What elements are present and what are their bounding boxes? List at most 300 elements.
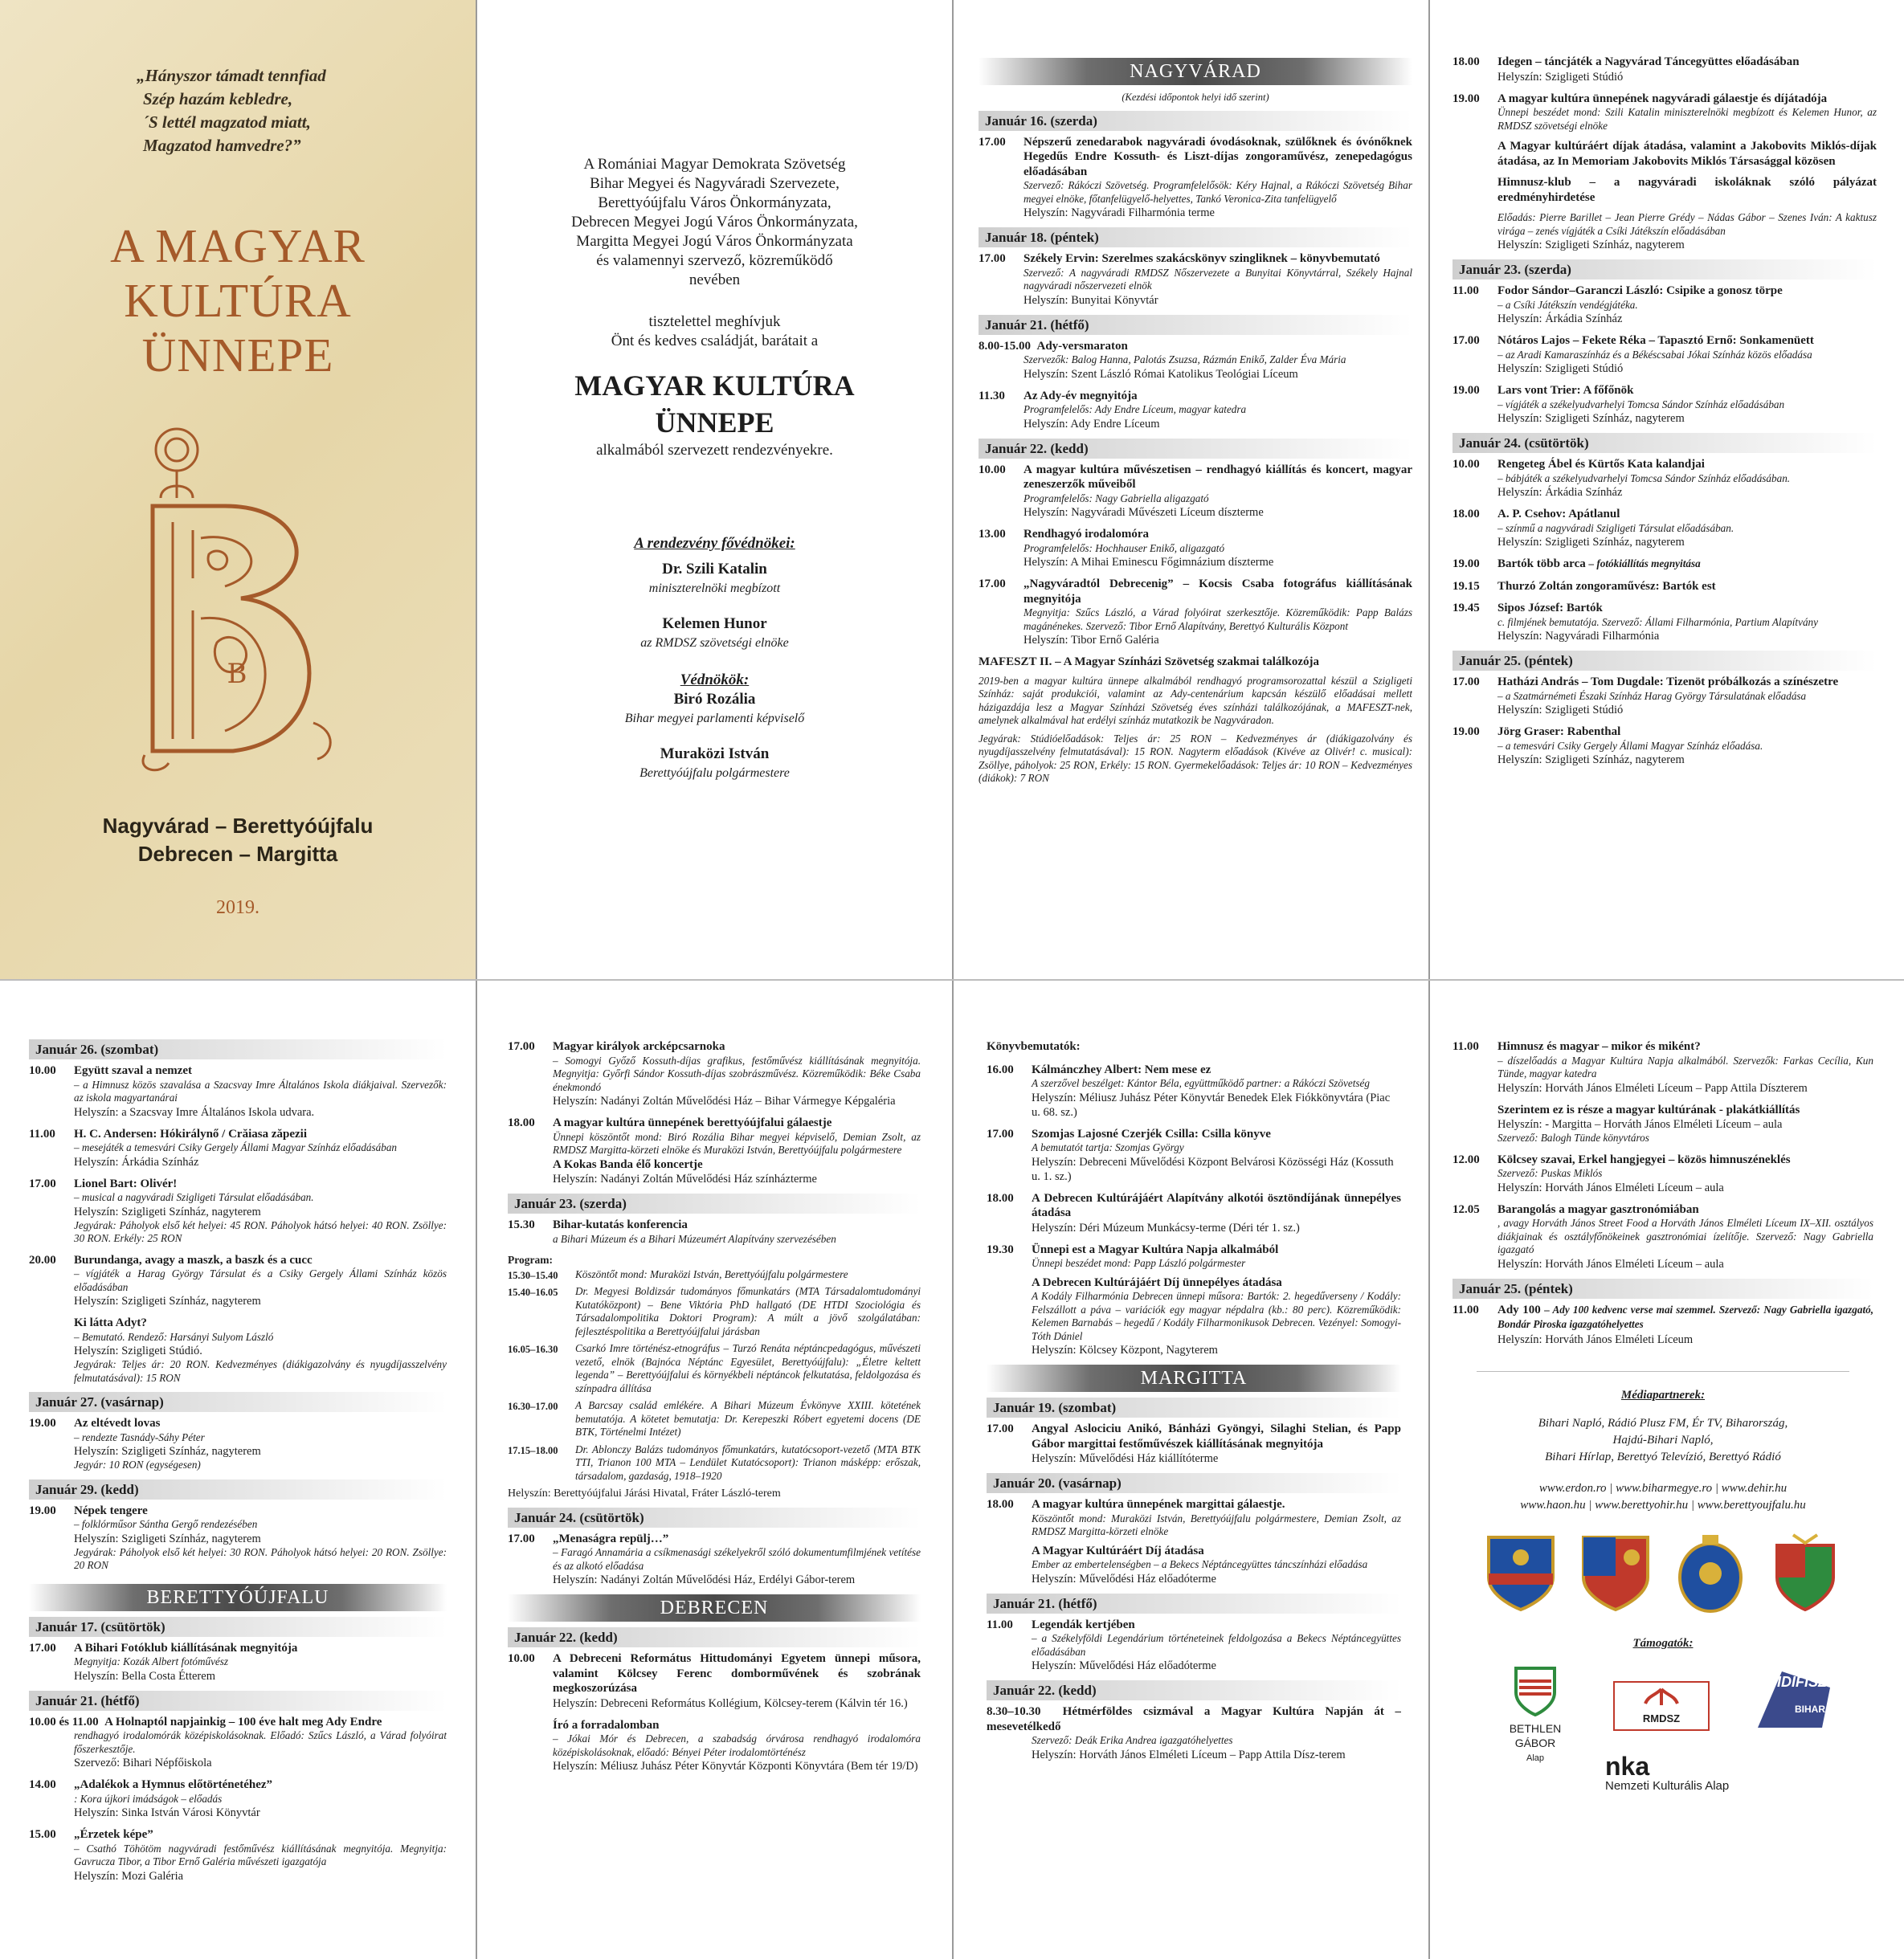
bethlen-gabor-logo <box>1491 1665 1579 1765</box>
event-time: 17.00 <box>29 1177 56 1190</box>
event-time: 10.00 <box>979 463 1006 476</box>
event-item <box>29 1416 447 1472</box>
event-venue: Helyszín: Nagyváradi Filharmónia terme <box>1024 206 1215 219</box>
event-details: Ünnepi beszédet mond: Papp László polgármester <box>1032 1257 1246 1269</box>
event-details: – a Himnusz közös szavalása a Szacsvay Imre Általános Iskola diákjaival. Szervezők: az iskola magyartanárai <box>74 1078 447 1104</box>
supporter-logos <box>1453 1659 1873 1803</box>
event-venue: Helyszín: Szigligeti Stúdió <box>1497 704 1624 716</box>
event-time: 17.15–18.00 <box>508 1444 558 1456</box>
event-venue: Helyszín: Sinka István Városi Könyvtár <box>74 1806 260 1819</box>
event-venue: Helyszín: Szigligeti Színház, nagyterem <box>74 1295 261 1308</box>
event-item <box>987 1127 1401 1184</box>
day-header: Január 25. (péntek) <box>1453 651 1877 671</box>
event-item <box>1453 383 1877 426</box>
event-title: MAGYAR KULTÚRA <box>574 369 855 402</box>
event-time: 12.05 <box>1453 1202 1480 1216</box>
event-item <box>29 1641 447 1684</box>
event-venue: Helyszín: a Szacsvay Imre Általános Iskola udvara. <box>74 1105 315 1119</box>
event-time: 20.00 <box>29 1253 56 1267</box>
event-venue: Helyszín: Méliusz Juhász Péter Könyvtár Központi Könyvtára (Bem tér 19/D) <box>553 1760 918 1773</box>
event-time: 15.30 <box>508 1218 535 1231</box>
event-item <box>508 1718 921 1774</box>
cover-panel <box>0 0 476 979</box>
event-item <box>987 1063 1401 1120</box>
event-venue: Helyszín: A Mihai Eminescu Főgimnázium díszterme <box>1024 556 1274 569</box>
text: Magzatod hamvedre?” <box>143 136 301 155</box>
event-details: – a Szatmárnémeti Északi Színház Harag György Társulatának előadása <box>1497 689 1807 702</box>
event-item <box>987 1497 1401 1586</box>
organizers <box>477 155 952 783</box>
event-title: Idegen – táncjáték a Nagyvárad Táncegyüttes előadásában <box>1497 55 1800 68</box>
event-venue: Helyszín: Szigligeti Színház, nagyterem <box>74 1532 261 1545</box>
event-title: H. C. Andersen: Hókirálynő / Crăiasa zăpezii <box>74 1127 307 1141</box>
event-item <box>1453 92 1877 253</box>
event-venue: Helyszín: Debreceni Református Kollégium, Kölcsey-terem (Kálvin tér 16.) <box>553 1696 908 1710</box>
event-venue: Helyszín: Berettyóújfalui Járási Hivatal, Fráter László-terem <box>508 1488 781 1500</box>
illuminated-initial <box>129 418 353 784</box>
event-title: A magyar kultúra ünnepének nagyváradi gálaestje és díjátadója <box>1497 92 1828 105</box>
text: Debrecen Megyei Jogú Város Önkormányzata, <box>571 214 858 231</box>
day-header: Január 24. (csütörtök) <box>1453 433 1877 453</box>
event-venue: Helyszín: Méliusz Juhász Péter Könyvtár Benedek Elek Fiókkönyvtára (Piac u. 68. sz.) <box>1032 1091 1391 1119</box>
event-title: A. P. Csehov: Apátlanul <box>1497 508 1620 520</box>
program-panel-6 <box>508 1039 921 1955</box>
event-details: Jegyárak: Páholyok első két helyei: 45 RON. Páholyok hátsó helyei: 40 RON. Zsöllye: 30 RON. Erkély: 25 RON <box>74 1218 447 1244</box>
event-title: Rendhagyó irodalomóra <box>1024 528 1149 541</box>
event-details: – a Csíki Játékszín vendégjátéka. <box>1497 298 1638 311</box>
cover-places <box>0 812 476 868</box>
event-time: 11.00 <box>987 1618 1013 1631</box>
vidifisz-logo <box>1750 1663 1838 1736</box>
event-title: Az Ady-év megnyitója <box>1024 389 1138 402</box>
event-venue: Helyszín: Szent László Római Katolikus Teológiai Líceum <box>1024 367 1298 381</box>
text: KULTÚRA <box>124 274 352 327</box>
event-details: Megnyitja: Szűcs László, a Várad folyóirat szerkesztője. Közreműködik: Papp Balázs magánénekes. Szervező: Tibor Ernő Alapítvány, Berettyó Kulturális Központ <box>1024 606 1412 632</box>
event-item <box>29 1253 447 1309</box>
patrons-heading: A rendezvény fővédnökei: <box>634 535 795 552</box>
event-details: Köszöntőt mond: Muraközi István, Berettyóújfalu polgármestere, Demian Zsolt, az RMDSZ Margitta-körzeti elnöke <box>1032 1512 1401 1537</box>
event-time: 19.00 <box>1453 92 1480 105</box>
event-title: Burundanga, avagy a maszk, a baszk és a cucc <box>74 1253 313 1267</box>
event-venue: Helyszín: Szigligeti Színház, nagyterem <box>74 1205 261 1218</box>
event-details: Szervező: Rákóczi Szövetség. Programfelelősök: Kéry Hajnal, a Rákóczi Szövetség Bihar megyei elnöke, főtanfelügyelő-helyettes, Tankó Veronica-Zita tanfelügyelő <box>1024 179 1412 205</box>
event-details: Szervező: Puskas Miklós <box>1497 1167 1603 1179</box>
text: 8.00-15.00 <box>979 339 1031 353</box>
event-details: Szervező: A nagyváradi RMDSZ Nőszervezete a Bunyitai Könyvtárral, Székely Hajnal nagyváradi nőszervezeti elnök <box>1024 266 1412 292</box>
coat-of-arms-icon <box>1579 1533 1652 1614</box>
text: Bartók több arca <box>1497 557 1586 570</box>
event-details: A bemutatót tartja: Szomjas György <box>1032 1141 1184 1153</box>
event-details: , avagy Horváth János Street Food a Horváth János Elméleti Líceum IX–XII. osztályos diákjainak és osztályfőnökeinek gasztronómiai ízelítője. Szervező: Nagy Gabriella igazgató <box>1497 1217 1873 1255</box>
program-panel-8 <box>1453 1039 1873 1955</box>
coat-of-arms-icon <box>1769 1533 1841 1614</box>
event-title: „Menaságra repülj…” <box>553 1532 669 1545</box>
event-time: 17.00 <box>979 252 1006 265</box>
event-title: A magyar kultúra ünnepének margittai gálaestje. <box>1032 1498 1285 1511</box>
text: az RMDSZ szövetségi elnöke <box>640 636 789 650</box>
page-divider <box>0 979 1904 981</box>
event-details: Szervezők: Balog Hanna, Palotás Zsuzsa, Rázmán Enikő, Zalder Éva Mária <box>1024 353 1346 365</box>
event-time: 19.15 <box>1453 579 1480 593</box>
event-item <box>29 1777 447 1820</box>
text: ´S lettél magzatod miatt, <box>143 112 311 132</box>
event-details: c. filmjének bemutatója. Szervező: Állami Filharmónia, Partium Alapítvány <box>1497 615 1818 628</box>
text: RMDSZ <box>1642 1712 1681 1724</box>
event-venue: Helyszín: Horváth János Elméleti Líceum <box>1497 1333 1694 1346</box>
event-venue: Helyszín: Nadányi Zoltán Művelődési Ház színházterme <box>553 1173 817 1186</box>
text: Muraközi István <box>660 745 770 762</box>
event-details: – vígjáték a Harag György Társulat és a Csiky Gergely Állami Színház közös előadásában <box>74 1267 447 1293</box>
text: Bihari Napló, Rádió Plusz FM, Ér TV, Biharország, <box>1538 1417 1788 1430</box>
day-header: Január 19. (szombat) <box>987 1398 1401 1418</box>
event-details: Szervező: Balogh Tünde könyvtáros <box>1497 1132 1649 1144</box>
event-details: – mesejáték a temesvári Csiky Gergely Állami Magyar Színház előadásában <box>74 1141 398 1153</box>
event-details: Jegyárak: Páholyok első két helyei: 30 RON. Páholyok hátsó helyei: 20 RON. Zsöllye: 20 RON <box>74 1545 447 1571</box>
event-time: 16.05–16.30 <box>508 1344 558 1355</box>
event-title: Himnusz-klub – a nagyváradi iskoláknak szóló pályázat eredményhirdetése <box>1497 176 1877 204</box>
nka-logo <box>1605 1753 1782 1794</box>
event-time: 17.00 <box>987 1422 1014 1435</box>
text: Ady 100 <box>1497 1303 1541 1316</box>
text: Hajdú-Bihari Napló, <box>1612 1434 1714 1447</box>
event-venue: Helyszín: Szigligeti Stúdió. <box>74 1345 202 1357</box>
text: A Romániai Magyar Demokrata Szövetség <box>583 156 846 173</box>
event-time: 15.00 <box>29 1828 56 1841</box>
text: 2019-ben a magyar kultúra ünnepe alkalmából rendhagyó programsorozattal készül a Szigligeti Színház: saját produkciói, valamint az Ady-centenárium kapcsán készülő előadásai mellett házigazdája lesz a Magyar Színházi Szövetség éves színházi találkozójának, a MAFESZT-nek, amelynek alkalmával hat erdélyi színház mutatkozik be Nagyváradon. <box>979 674 1412 726</box>
text: és valamennyi szervező, közreműködő <box>596 252 833 269</box>
event-time: 18.00 <box>1453 508 1480 520</box>
day-header: Január 21. (hétfő) <box>979 315 1412 335</box>
event-item <box>29 1127 447 1169</box>
event-item <box>979 339 1412 382</box>
event-venue: Helyszín: Szigligeti Színház, nagyterem <box>1497 753 1685 766</box>
event-venue: Helyszín: Bella Costa Étterem <box>74 1669 215 1683</box>
day-header: Január 22. (kedd) <box>508 1627 921 1647</box>
day-header: Január 21. (hétfő) <box>987 1594 1401 1614</box>
invitation-panel <box>477 0 952 979</box>
event-time: 18.00 <box>1453 55 1480 68</box>
event-venue: Szervező: Bihari Népfőiskola <box>74 1757 212 1769</box>
text: Szép hazám kebledre, <box>143 89 293 108</box>
event-venue: Helyszín: Árkádia Színház <box>1497 312 1623 325</box>
event-title: Könyvbemutatók: <box>987 1040 1081 1053</box>
event-time: 16.00 <box>987 1063 1014 1076</box>
event-item <box>1453 55 1877 84</box>
section-nagyvarad: NAGYVÁRAD <box>979 58 1412 85</box>
text: alkalmából szervezett rendezvényekre. <box>596 442 833 459</box>
day-header: Január 24. (csütörtök) <box>508 1508 921 1528</box>
event-title: Szerintem ez is része a magyar kultúrának - plakátkiállítás <box>1497 1103 1800 1116</box>
event-venue: Helyszín: Horváth János Elméleti Líceum – Papp Attila Dísz-terem <box>1032 1748 1346 1761</box>
event-details: Programfelelős: Hochhauser Enikő, aligazgató <box>1024 541 1225 554</box>
text: A Holnaptól napjainkig – 100 éve halt meg Ady Endre <box>104 1715 382 1728</box>
day-header: Január 23. (szerda) <box>1453 259 1877 280</box>
event-item <box>1453 1103 1873 1145</box>
event-item <box>987 1704 1401 1762</box>
event-item <box>1453 1153 1873 1195</box>
event-details: Szervező: Deák Erika Andrea igazgatóhelyettes <box>1032 1734 1233 1746</box>
event-title: A magyar kultúra művészetisen – rendhagyó kiállítás és koncert, magyar zeneszerzők műveiből <box>1024 463 1412 491</box>
text: tisztelettel meghívjuk <box>648 313 781 330</box>
event-time: 15.40–16.05 <box>508 1287 558 1298</box>
event-venue: Helyszín: Árkádia Színház <box>74 1155 199 1169</box>
day-header: Január 27. (vasárnap) <box>29 1392 447 1412</box>
event-title: A Debreceni Református Hittudományi Egyetem ünnepi műsora, valamint Kölcsey Ferenc domborművének és szobrának megkoszorúzása <box>553 1652 921 1695</box>
event-venue: Helyszín: Nagyváradi Filharmónia <box>1497 630 1660 643</box>
event-details: – Csathó Töhötöm nagyváradi festőművész kiállításának megnyitója. Megnyitja: Gavrucza Tibor, a Tibor Ernő Galéria művészeti igazgatója <box>74 1842 447 1867</box>
event-item <box>1453 579 1877 594</box>
event-time: 19.30 <box>987 1243 1014 1256</box>
event-item <box>508 1218 921 1246</box>
text: Dr. Szili Katalin <box>662 561 767 577</box>
event-details: Ünnepi köszöntőt mond: Biró Rozália Bihar megyei képviselő, Demian Zsolt, az RMDSZ Margitta-körzeti elnöke és Muraközi István, Berettyóújfalu polgármestere <box>553 1130 921 1156</box>
event-details: Jegyárak: Teljes ár: 20 RON. Kedvezményes (diákigazolvány és nyugdíjasszelvény felmutatásával): 15 RON <box>74 1358 447 1384</box>
section-margitta: MARGITTA <box>987 1365 1401 1392</box>
program-item <box>508 1342 921 1395</box>
event-venue: Helyszín: Debreceni Művelődési Központ Belvárosi Közösségi Ház (Kossuth u. 1. sz.) <box>1032 1155 1394 1183</box>
day-header: Január 25. (péntek) <box>1453 1279 1873 1299</box>
event-time: 11.00 <box>1453 1040 1479 1053</box>
event-item <box>29 1715 447 1771</box>
event-details: Ember az embertelenségben – a Bekecs Néptáncegyüttes táncszínházi előadása <box>1032 1558 1368 1570</box>
program-panel-7 <box>987 1039 1401 1955</box>
event-title: Kálmánczhey Albert: Nem mese ez <box>1032 1063 1211 1076</box>
website-link[interactable]: www.erdon.ro | www.biharmegye.ro | www.dehir.hu <box>1538 1482 1788 1495</box>
event-title: Legendák kertjében <box>1032 1618 1135 1631</box>
event-title: Lionel Bart: Olivér! <box>74 1177 178 1190</box>
event-title: Angyal Aslociciu Anikó, Bánházi Gyöngyi, Silaghi Stelian, és Papp Gábor margittai festőművészek kiállításának megnyitója <box>1032 1422 1401 1451</box>
text: nevében <box>688 271 741 288</box>
sponsors-heading: Védnökök: <box>680 671 750 688</box>
event-time: 17.00 <box>979 135 1006 149</box>
event-details: rendhagyó irodalomórák középiskolásoknak. Előadó: Szűcs László, a Várad folyóirat főszerkesztője. <box>74 1729 447 1755</box>
event-details: – a temesvári Csiky Gergely Állami Magyar Színház előadása. <box>1497 739 1763 752</box>
event-venue: Helyszín: Nagyváradi Művészeti Líceum díszterme <box>1024 506 1264 519</box>
event-title: „Érzetek képe” <box>74 1828 153 1841</box>
event-details: – bábjáték a székelyudvarhelyi Tomcsa Sándor Színház előadásában. <box>1497 471 1791 484</box>
event-time: 11.00 <box>1453 284 1479 297</box>
event-time: 18.00 <box>987 1191 1014 1205</box>
event-venue: Helyszín: Szigligeti Színház, nagyterem <box>74 1445 261 1458</box>
event-item <box>979 527 1412 569</box>
event-venue: Helyszín: Szigligeti Színház, nagyterem <box>1497 536 1685 549</box>
event-time: 10.00 <box>29 1064 56 1077</box>
mafeszt-heading: MAFESZT II. – A Magyar Színházi Szövetség szakmai találkozója <box>979 655 1320 668</box>
text: Bihar megyei parlamenti képviselő <box>624 712 805 725</box>
text: Bihar Megyei és Nagyváradi Szervezete, <box>590 175 840 192</box>
event-item <box>1453 507 1877 549</box>
text: ÜNNEPE <box>655 406 774 439</box>
program-panel-4 <box>1453 55 1877 978</box>
event-details: – Faragó Annamária a csíkmenasági székelyekről szóló dokumentumfilmjének vetítése és az alkotó előadása <box>553 1546 921 1572</box>
event-venue: Helyszín: - Margitta – Horváth János Elméleti Líceum – aula <box>1497 1118 1783 1131</box>
event-item <box>1453 1039 1873 1096</box>
cover-title <box>0 218 476 382</box>
event-details: A Kodály Filharmónia Debrecen ünnepi műsora: Bartók: 2. hegedűverseny / Kodály: Felszállott a páva – variációk egy magyar népdalra (kb.: 80 perc). Közreműködik: Kelemen Barnabás – hegedű / Kodály Filharmonikusok Debrecen. Vezényel: Somogyi-Tóth Dániel <box>1032 1290 1401 1342</box>
event-item <box>979 463 1412 520</box>
day-header: Január 26. (szombat) <box>29 1039 447 1059</box>
event-venue: Helyszín: Szigligeti Színház, nagyterem <box>1497 412 1685 425</box>
event-venue: Helyszín: Ady Endre Líceum <box>1024 417 1160 431</box>
event-title: Szomjas Lajosné Czerjék Csilla: Csilla könyve <box>1032 1127 1271 1141</box>
event-details: – Ady 100 kedvenc verse mai szemmel. Szervező: Nagy Gabriella igazgató, Bondár Piroska igazgatóhelyettes <box>1497 1303 1873 1330</box>
text: Bihari Hírlap, Berettyó Televízió, Berettyó Rádió <box>1545 1451 1781 1463</box>
text: BIHAR <box>1795 1704 1825 1715</box>
event-details: Dr. Ablonczy Balázs tudományos főmunkatárs, kutatócsoport-vezető (MTA BTK TTI, Trianon 100 MTA – Lendület Kutatócsoport): Trianon másképp: erőszak, társadalom, gazdaság, 1918–1920 <box>575 1443 921 1482</box>
rmdsz-logo <box>1613 1681 1710 1731</box>
text: nka <box>1605 1752 1650 1781</box>
event-venue: Helyszín: Művelődési Ház kiállítóterme <box>1032 1452 1219 1465</box>
event-time: 11.00 <box>29 1127 55 1141</box>
event-item <box>29 1177 447 1246</box>
event-item <box>1453 601 1877 643</box>
event-venue: Helyszín: Árkádia Színház <box>1497 486 1623 499</box>
event-item <box>29 1504 447 1573</box>
event-details: – Jókai Mór és Debrecen, a szabadság órvárosa rendhagyó irodalomóra középiskolásoknak, előadó: Bényei Péter irodalomtörténész <box>553 1732 921 1758</box>
event-title: Ünnepi est a Magyar Kultúra Napja alkalmából <box>1032 1243 1279 1256</box>
event-title: Ki látta Adyt? <box>74 1316 147 1329</box>
text: Berettyóújfalu polgármestere <box>639 766 790 780</box>
event-title: Sipos József: Bartók <box>1497 602 1603 614</box>
event-title: „Nagyváradtól Debrecenig” – Kocsis Csaba fotográfus kiállításának megnyitója <box>1024 577 1412 606</box>
event-title: A Kokas Banda élő koncertje <box>553 1157 703 1171</box>
event-venue: Helyszín: Mozi Galéria <box>74 1869 184 1883</box>
event-time: 19.00 <box>1453 384 1480 397</box>
text: 10.00 és 11.00 <box>29 1715 99 1728</box>
event-title: Himnusz és magyar – mikor és miként? <box>1497 1040 1701 1053</box>
event-title: „Adalékok a Hymnus előtörténetéhez” <box>74 1778 273 1791</box>
event-item <box>979 577 1412 647</box>
text: Hétmérföldes csizmával a Magyar Kultúra Napján át – mesevetélkedő <box>987 1705 1401 1733</box>
cover-quote <box>137 64 378 157</box>
event-venue: Helyszín: Horváth János Elméleti Líceum – aula <box>1497 1257 1724 1271</box>
text: Alap <box>1526 1753 1545 1763</box>
event-item <box>508 1039 921 1108</box>
event-venue: Helyszín: Nadányi Zoltán Művelődési Ház, Erdélyi Gábor-terem <box>553 1573 856 1586</box>
event-item <box>1453 284 1877 326</box>
event-venue: Helyszín: Szigligeti Stúdió <box>1497 70 1624 84</box>
event-venue: Helyszín: Kölcsey Központ, Nagyterem <box>1032 1344 1218 1357</box>
event-details: A szerzővel beszélget: Kántor Béla, együttműködő partner: a Rákóczi Szövetség <box>1032 1077 1370 1089</box>
event-details: Köszöntőt mond: Muraközi István, Berettyóújfalu polgármestere <box>575 1267 848 1280</box>
event-time: 19.00 <box>29 1417 56 1430</box>
event-title: Hatházi András – Tom Dugdale: Tizenöt próbálkozás a színészetre <box>1497 675 1839 688</box>
event-details: – a Székelyföldi Legendárium történeteinek feldolgozása a Bekecs Néptáncegyüttes előadásában <box>1032 1632 1401 1658</box>
day-header: Január 22. (kedd) <box>987 1680 1401 1700</box>
text: Kelemen Hunor <box>662 615 767 632</box>
event-details: – musical a nagyváradi Szigligeti Társulat előadásában. <box>74 1191 314 1203</box>
text: Nemzeti Kulturális Alap <box>1605 1779 1730 1793</box>
event-venue: Helyszín: Szigligeti Stúdió <box>1497 362 1624 375</box>
event-item <box>987 1422 1401 1466</box>
initial-letter: B <box>227 658 247 690</box>
program-item <box>508 1285 921 1338</box>
event-title: A Debrecen Kultúrájáért Díj ünnepélyes átadása <box>1032 1275 1282 1289</box>
media-partners-heading: Médiapartnerek: <box>1620 1388 1706 1402</box>
event-time: 19.00 <box>1453 557 1480 570</box>
event-title: Író a forradalomban <box>553 1718 660 1732</box>
event-details: – Bemutató. Rendező: Harsányi Sulyom László <box>74 1330 274 1343</box>
event-details: – rendezte Tasnády-Sáhy Péter <box>74 1430 205 1443</box>
event-time: 12.00 <box>1453 1153 1480 1166</box>
event-item <box>29 1316 447 1385</box>
event-time: 17.00 <box>1453 334 1480 347</box>
event-title: Fodor Sándor–Garanczi László: Csipike a gonosz törpe <box>1497 284 1783 297</box>
event-venue: Helyszín: Szigligeti Színház, nagyterem <box>1497 239 1685 251</box>
event-time: 11.00 <box>1453 1303 1479 1316</box>
event-details: Megnyitja: Kozák Albert fotóművész <box>74 1655 229 1667</box>
event-venue: Helyszín: Horváth János Elméleti Líceum – aula <box>1497 1181 1724 1194</box>
text: Nagyvárad – Berettyóújfalu <box>102 814 374 838</box>
event-item <box>1453 1202 1873 1271</box>
text: Debrecen – Margitta <box>137 842 338 866</box>
event-title: Lars vont Trier: A főfőnök <box>1497 384 1634 397</box>
event-details: Programfelelős: Ady Endre Líceum, magyar katedra <box>1024 403 1247 415</box>
event-item <box>508 1116 921 1186</box>
day-header: Január 18. (péntek) <box>979 227 1412 247</box>
event-details: – díszelőadás a Magyar Kultúra Napja alkalmából. Szervezők: Farkas Cecília, Kun Tünde, magyar katedra <box>1497 1054 1873 1079</box>
event-venue: Helyszín: Déri Múzeum Munkácsy-terme (Déri tér 1. sz.) <box>1032 1221 1300 1235</box>
supporters-heading: Támogatók: <box>1632 1636 1694 1650</box>
event-time: 17.00 <box>508 1532 535 1545</box>
event-item <box>1453 557 1877 572</box>
event-title: Az eltévedt lovas <box>74 1417 161 1430</box>
event-title: A Magyar Kultúráért Díj átadása <box>1032 1544 1204 1557</box>
event-time: 16.30–17.00 <box>508 1401 558 1412</box>
event-details: Programfelelős: Nagy Gabriella aligazgató <box>1024 492 1209 504</box>
event-details: – folklórműsor Sántha Gergő rendezésében <box>74 1518 258 1530</box>
coats-of-arms <box>1453 1533 1873 1618</box>
event-time: 13.00 <box>979 528 1006 541</box>
event-details: – színmű a nagyváradi Szigligeti Társulat előadásában. <box>1497 521 1734 534</box>
event-item <box>979 389 1412 431</box>
program-item <box>508 1268 921 1282</box>
day-header: Január 23. (szerda) <box>508 1194 921 1214</box>
event-item <box>1453 333 1877 376</box>
event-title: Program: <box>508 1254 553 1266</box>
event-details: Ünnepi beszédet mond: Szili Katalin miniszterelnöki megbízott és Kelemen Hunor, az RMDSZ szövetségi elnöke <box>1497 106 1877 132</box>
event-venue: Helyszín: Horváth János Elméleti Líceum – Papp Attila Díszterem <box>1497 1081 1808 1095</box>
event-title: Jörg Graser: Rabenthal <box>1497 725 1621 738</box>
event-time: 18.00 <box>987 1498 1014 1511</box>
event-title: Népszerű zenedarabok nagyváradi óvodásoknak, szülőknek és óvónőknek Hegedűs Endre Kossuth- és Liszt-díjas zongoraművész, zenepedagógus előadásában <box>1024 135 1412 178</box>
event-time: 17.00 <box>508 1040 535 1053</box>
text: A MAGYAR <box>110 219 366 272</box>
website-link[interactable]: www.haon.hu | www.berettyohir.hu | www.berettyoujfalu.hu <box>1520 1499 1806 1512</box>
text: VIDIFISZ <box>1767 1674 1828 1690</box>
event-details: A Barcsay család emlékére. A Bihari Múzeum Évkönyve XXIII. kötetének bemutatója. A kötetet bemutatja: Dr. Kerepeszki Róbert egyetemi docens (DE BTK, Történelmi Intézet) <box>575 1399 921 1438</box>
event-item <box>1453 724 1877 767</box>
cover-year: 2019. <box>216 897 259 918</box>
event-details: – az Aradi Kamaraszínház és a Békéscsabai Jókai Színház közös előadása <box>1497 348 1812 361</box>
event-time: 17.00 <box>29 1641 56 1655</box>
day-header: Január 16. (szerda) <box>979 111 1412 131</box>
event-title: Bihar-kutatás konferencia <box>553 1218 688 1231</box>
event-item <box>508 1532 921 1588</box>
day-header: Január 17. (csütörtök) <box>29 1617 447 1637</box>
event-venue: Helyszín: Tibor Ernő Galéria <box>1024 634 1159 647</box>
event-details: Jegyár: 10 RON (egységesen) <box>74 1459 201 1471</box>
event-details: a Bihari Múzeum és a Bihari Múzeumért Alapítvány szervezésében <box>553 1232 836 1245</box>
event-item <box>987 1243 1401 1358</box>
event-details: – vígjáték a székelyudvarhelyi Tomcsa Sándor Színház előadásában <box>1497 398 1785 410</box>
text: ÜNNEPE <box>141 329 334 382</box>
text: miniszterelnöki megbízott <box>648 582 781 595</box>
event-item <box>1453 675 1877 717</box>
program-item <box>508 1399 921 1439</box>
event-item <box>987 1618 1401 1674</box>
event-time: 19.45 <box>1453 602 1480 614</box>
